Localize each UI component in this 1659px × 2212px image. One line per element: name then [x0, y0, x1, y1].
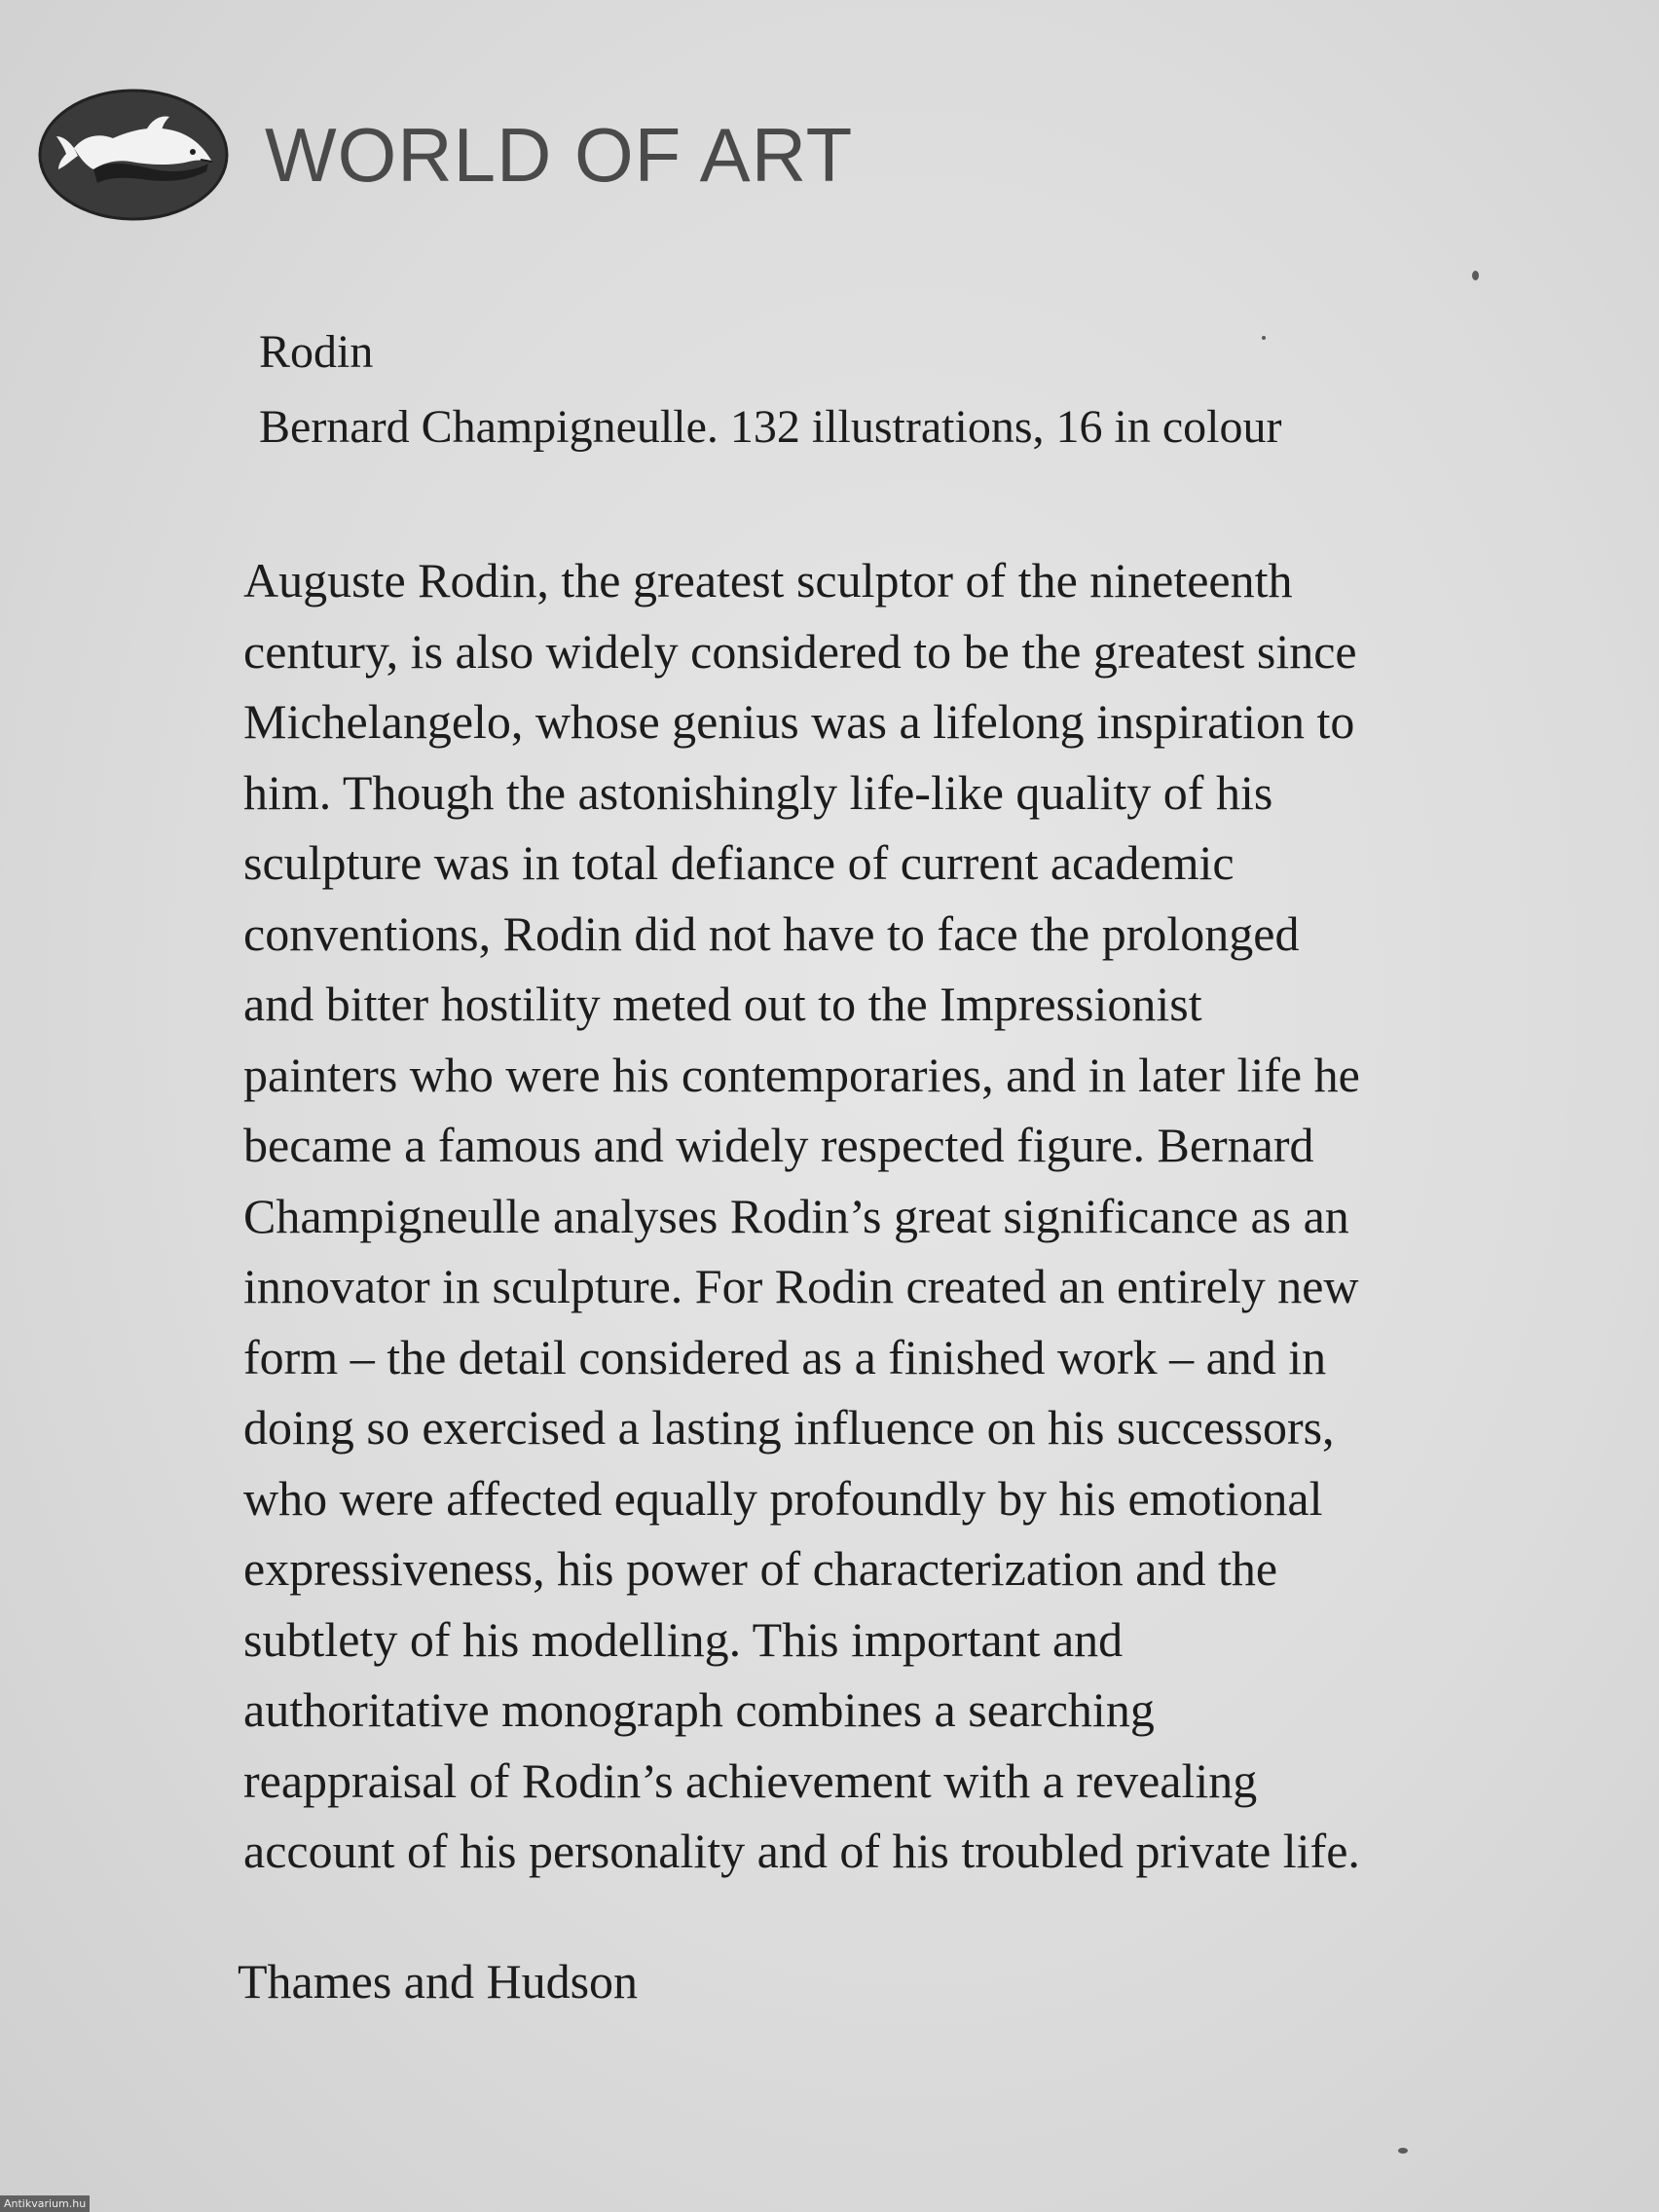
description-line: authoritative monograph combines a searching	[243, 1682, 1155, 1737]
description-line: Champigneulle analyses Rodin’s great significance as an	[243, 1188, 1349, 1243]
dust-speck	[1262, 336, 1266, 340]
series-title: WORLD OF ART	[265, 112, 854, 198]
description-line: painters who were his contemporaries, and in later life he	[243, 1047, 1360, 1102]
book-author-and-illustrations: Bernard Champigneulle. 132 illustrations, 16 in colour	[259, 401, 1282, 453]
description-line: form – the detail considered as a finished work – and in	[243, 1329, 1327, 1384]
description-line: expressiveness, his power of characterization and the	[243, 1541, 1278, 1596]
description-line: became a famous and widely respected figure. Bernard	[243, 1118, 1314, 1172]
description-line: reappraisal of Rodin’s achievement with a revealing	[243, 1752, 1258, 1808]
dust-speck	[1398, 2148, 1408, 2154]
dust-speck	[1472, 271, 1479, 280]
dolphin-icon	[37, 88, 230, 222]
book-title: Rodin	[259, 326, 374, 378]
description-line: Auguste Rodin, the greatest sculptor of the nineteenth	[243, 553, 1293, 608]
description-line: doing so exercised a lasting influence on his successors,	[243, 1400, 1335, 1455]
description-line: Michelangelo, whose genius was a lifelong inspiration to	[243, 694, 1355, 749]
publisher-name: Thames and Hudson	[238, 1954, 639, 2009]
description-line: and bitter hostility meted out to the Impressionist	[243, 977, 1202, 1031]
description-line: sculpture was in total defiance of current academic	[243, 835, 1235, 890]
description-line: him. Though the astonishingly life-like quality of his	[243, 764, 1273, 820]
description-line: conventions, Rodin did not have to face the prolonged	[243, 905, 1300, 961]
watermark: Antikvarium.hu	[0, 2195, 90, 2212]
description-line: subtlety of his modelling. This important and	[243, 1611, 1124, 1667]
description-line: innovator in sculpture. For Rodin created an entirely new	[243, 1259, 1359, 1313]
description-line: century, is also widely considered to be the greatest since	[243, 623, 1357, 679]
description-line: account of his personality and of his troubled private life.	[243, 1824, 1360, 1878]
description-line: who were affected equally profoundly by his emotional	[243, 1470, 1323, 1526]
book-description	[243, 545, 1548, 1887]
